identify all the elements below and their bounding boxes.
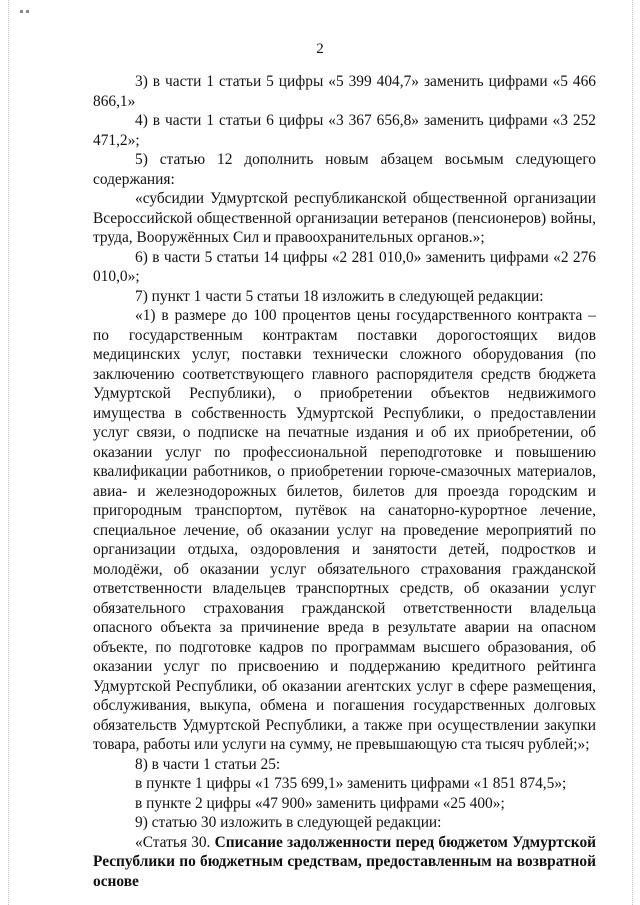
article-30-title: Списание задолженности перед бюджетом Удмуртской Республики по бюджетным средствам, предоставленным на возвратной основе: [93, 833, 597, 890]
paragraph-item-8-point-1: в пункте 1 цифры «1 735 699,1» заменить цифрами «1 851 874,5»;: [135, 775, 567, 792]
scan-edge-left: [8, 0, 10, 905]
paragraph-subsidy-quote: «субсидии Удмуртской республиканской общественной организации Всероссийской общественной организации ветеранов (пенсионеров) войны, труда, Вооружённых Сил и правоохранительных органов.»;: [93, 190, 596, 246]
paragraph-item-5: 5) статью 12 дополнить новым абзацем восьмым следующего содержания:: [93, 151, 596, 188]
paragraph-item-8-point-2: в пункте 2 цифры «47 900» заменить цифрами «25 400»;: [135, 794, 505, 812]
paragraph-item-9: 9) статью 30 изложить в следующей редакции:: [135, 814, 442, 831]
scan-edge-right: [632, 0, 634, 905]
paragraph-item-3: 3) в части 1 статьи 5 цифры «5 399 404,7» заменить цифрами «5 466 866,1»: [93, 73, 596, 110]
paragraph-item-6: 6) в части 5 статьи 14 цифры «2 281 010,0» заменить цифрами «2 276 010,0»;: [93, 248, 596, 285]
document-body: [93, 72, 596, 891]
scan-corner-mark: [20, 0, 38, 4]
paragraph-point-1-quote: «1) в размере до 100 процентов цены государственного контракта – по государственным контрактам поставки дорогостоящих видов медицинских услуг, поставки технически сложного оборудования (по заключению соответствующего главного распорядителя средств бюджета Удмуртской Республики), о приобретении объектов недвижимого имущества в собственность Удмуртской Республики, о предоставлении услуг связи, о подписке на печатные издания и об их приобретении, об оказании услуг по профессиональной переподготовке и повышению квалификации работников, о приобретении горюче-смазочных материалов, авиа- и железнодорожных билетов, билетов для проезда городским и пригородным транспортом, путёвок на санаторно-курортное лечение, специальное лечение, об оказании услуг на проведение мероприятий по организации отдыха, оздоровления и занятости детей, подростков и молодёжи, об оказании услуг обязательного страхования гражданской ответственности владельцев транспортных средств, об оказании услуг обязательного страхования гражданской ответственности владельца опасного объекта за причинение вреда в результате аварии на опасном объекте, по подготовке кадров по программам высшего образования, об оказании услуг по присвоению и поддержанию кредитного рейтинга Удмуртской Республики, об оказании агентских услуг в сфере размещения, обслуживания, выкупа, обмена и погашения государственных долговых обязательств Удмуртской Республики, а также при осуществлении закупки товара, работы или услуги на сумму, не превышающую ста тысяч рублей;»;: [93, 307, 596, 753]
article-30-prefix: «Статья 30.: [135, 833, 211, 851]
paragraph-item-4: 4) в части 1 статьи 6 цифры «3 367 656,8» заменить цифрами «3 252 471,2»;: [93, 112, 596, 149]
paragraph-item-8: 8) в части 1 статьи 25:: [135, 755, 281, 773]
article-30-heading: [93, 833, 596, 892]
paragraph-item-7: 7) пункт 1 части 5 статьи 18 изложить в следующей редакции:: [135, 287, 544, 305]
page-number: 2: [316, 41, 324, 57]
